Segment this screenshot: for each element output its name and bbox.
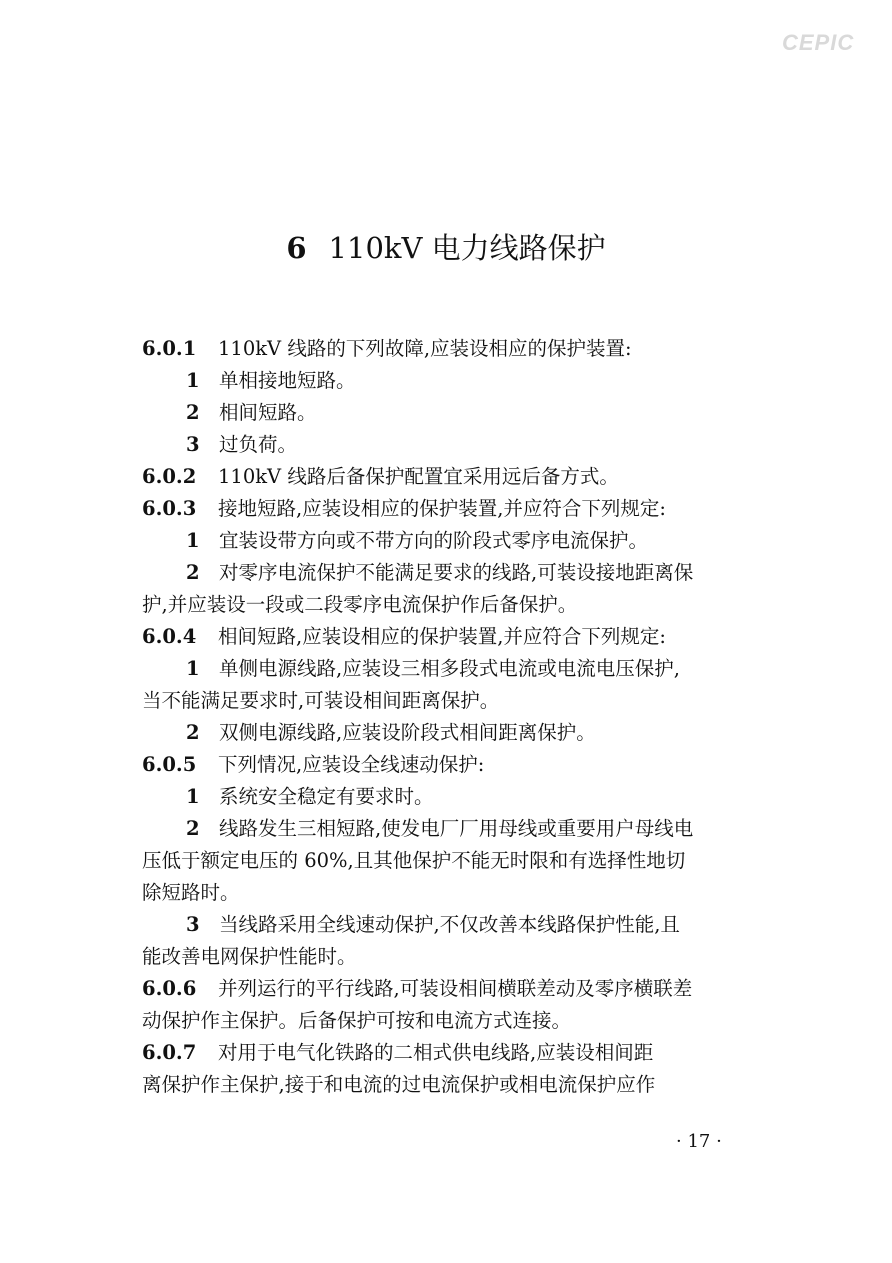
text-line [142, 685, 754, 717]
line-text: 能改善电网保护性能时。 [142, 945, 357, 968]
line-number: 6.0.5 [142, 753, 197, 776]
line-text: 对用于电气化铁路的二相式供电线路,应装设相间距 [218, 1041, 654, 1064]
text-line [142, 461, 754, 493]
text-line [142, 557, 754, 589]
line-text: 护,并应装设一段或二段零序电流保护作后备保护。 [142, 593, 578, 616]
line-number: 2 [186, 721, 200, 744]
text-line [142, 813, 754, 845]
line-text: 过负荷。 [219, 433, 298, 456]
line-text: 并列运行的平行线路,可装设相间横联差动及零序横联差 [218, 977, 693, 1000]
line-text: 对零序电流保护不能满足要求的线路,可装设接地距离保 [219, 561, 694, 584]
line-text: 当不能满足要求时,可装设相间距离保护。 [142, 689, 500, 712]
text-line [142, 909, 754, 941]
line-text: 宜装设带方向或不带方向的阶段式零序电流保护。 [219, 529, 649, 552]
line-number: 6.0.4 [142, 625, 197, 648]
text-line [142, 845, 754, 877]
text-line [142, 973, 754, 1005]
line-text: 动保护作主保护。后备保护可按和电流方式连接。 [142, 1009, 572, 1032]
line-number: 3 [186, 913, 200, 936]
line-text: 压低于额定电压的 60%,且其他保护不能无时限和有选择性地切 [142, 849, 686, 872]
line-text: 相间短路。 [219, 401, 317, 424]
text-line [142, 1069, 754, 1101]
line-text: 当线路采用全线速动保护,不仅改善本线路保护性能,且 [219, 913, 680, 936]
document-body [142, 333, 754, 1101]
line-text: 单侧电源线路,应装设三相多段式电流或电流电压保护, [219, 657, 680, 680]
line-number: 6.0.2 [142, 465, 197, 488]
text-line [142, 749, 754, 781]
chapter-title-text: 110kV 电力线路保护 [328, 231, 606, 265]
text-line [142, 781, 754, 813]
text-line [142, 717, 754, 749]
text-line [142, 589, 754, 621]
line-text: 下列情况,应装设全线速动保护: [218, 753, 485, 776]
line-text: 线路发生三相短路,使发电厂厂用母线或重要用户母线电 [219, 817, 694, 840]
line-text: 接地短路,应装设相应的保护装置,并应符合下列规定: [218, 497, 666, 520]
text-line [142, 429, 754, 461]
line-text: 110kV 线路后备保护配置宜采用远后备方式。 [218, 465, 619, 488]
line-text: 双侧电源线路,应装设阶段式相间距离保护。 [219, 721, 596, 744]
line-text: 单相接地短路。 [219, 369, 356, 392]
line-text: 系统安全稳定有要求时。 [219, 785, 434, 808]
text-line [142, 525, 754, 557]
text-line [142, 333, 754, 365]
line-number: 2 [186, 401, 200, 424]
line-number: 1 [186, 657, 200, 680]
text-line [142, 877, 754, 909]
text-line [142, 1037, 754, 1069]
text-line [142, 621, 754, 653]
line-number: 6.0.3 [142, 497, 197, 520]
line-text: 相间短路,应装设相应的保护装置,并应符合下列规定: [218, 625, 666, 648]
text-line [142, 1005, 754, 1037]
line-number: 1 [186, 785, 200, 808]
line-number: 2 [186, 561, 200, 584]
text-line [142, 365, 754, 397]
line-text: 除短路时。 [142, 881, 240, 904]
line-number: 3 [186, 433, 200, 456]
line-text: 110kV 线路的下列故障,应装设相应的保护装置: [218, 337, 632, 360]
line-number: 6.0.1 [142, 337, 197, 360]
text-line [142, 653, 754, 685]
cepic-watermark: CEPIC [782, 30, 855, 55]
page-number: · 17 · [676, 1131, 722, 1152]
text-line [142, 941, 754, 973]
text-line [142, 493, 754, 525]
line-text: 离保护作主保护,接于和电流的过电流保护或相电流保护应作 [142, 1073, 656, 1096]
line-number: 6.0.7 [142, 1041, 197, 1064]
line-number: 1 [186, 369, 200, 392]
line-number: 1 [186, 529, 200, 552]
chapter-number: 6 [286, 231, 307, 265]
line-number: 2 [186, 817, 200, 840]
text-line [142, 397, 754, 429]
chapter-title [0, 226, 892, 267]
line-number: 6.0.6 [142, 977, 197, 1000]
